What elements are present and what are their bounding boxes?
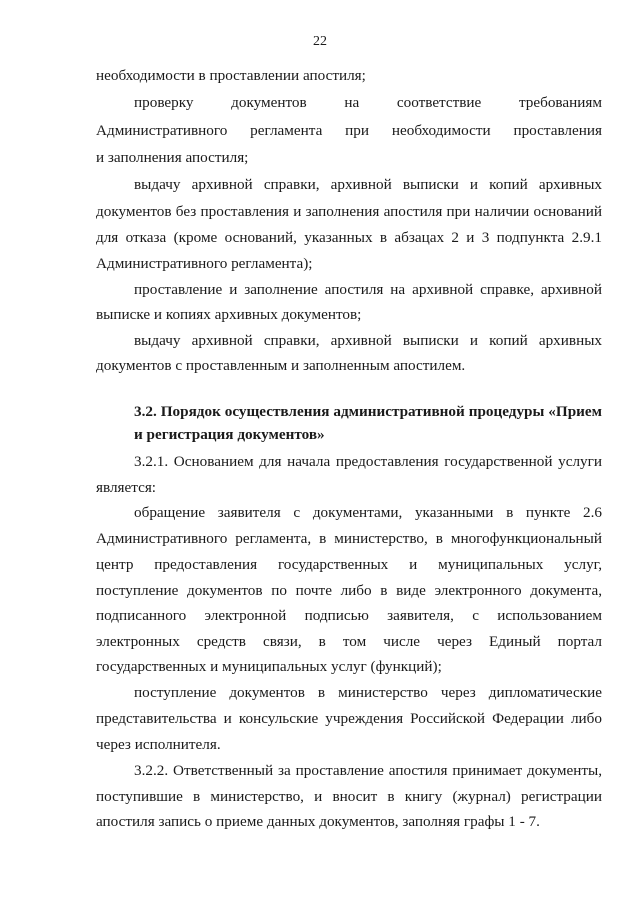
- text-line: выдачу архивной справки, архивной выписки и копий архивных: [134, 332, 602, 349]
- text-line: обращение заявителя с документами, указанными в пункте 2.6: [134, 504, 602, 521]
- text-line: представительства и консульские учреждения Российской Федерации либо: [96, 710, 602, 727]
- text-line: является:: [96, 479, 157, 496]
- text-line: проверку документов на соответствие требованиям: [134, 94, 602, 111]
- text-line: центр предоставления государственных и муниципальных услуг,: [96, 556, 602, 573]
- section-heading: 3.2. Порядок осуществления административной процедуры «Прием: [134, 403, 602, 420]
- text-line: документов с проставленным и заполненным апостилем.: [96, 357, 466, 374]
- text-line: поступление документов по почте либо в виде электронного документа,: [96, 582, 602, 599]
- text-line: поступившие в министерство, и вносит в книгу (журнал) регистрации: [96, 788, 602, 805]
- text-line: подписанного электронной подписью заявителя, с использованием: [96, 607, 602, 624]
- text-line: проставление и заполнение апостиля на архивной справке, архивной: [134, 281, 602, 298]
- text-line: Административного регламента);: [96, 255, 313, 272]
- text-line: 3.2.1. Основанием для начала предоставления государственной услуги: [134, 453, 602, 470]
- section-heading: и регистрация документов»: [134, 426, 325, 443]
- text-line: для отказа (кроме оснований, указанных в абзацах 2 и 3 подпункта 2.9.1: [96, 229, 602, 246]
- text-line: Административного регламента при необходимости проставления: [96, 122, 602, 139]
- text-line: выдачу архивной справки, архивной выписки и копий архивных: [134, 176, 602, 193]
- text-line: необходимости в проставлении апостиля;: [96, 67, 366, 84]
- text-line: и заполнения апостиля;: [96, 149, 249, 166]
- text-line: Административного регламента, в министерство, в многофункциональный: [96, 530, 602, 547]
- text-line: государственных и муниципальных услуг (функций);: [96, 658, 442, 675]
- text-line: документов без проставления и заполнения апостиля при наличии оснований: [96, 203, 602, 220]
- text-line: выписке и копиях архивных документов;: [96, 306, 362, 323]
- text-line: 3.2.2. Ответственный за проставление апостиля принимает документы,: [134, 762, 602, 779]
- text-line: через исполнителя.: [96, 736, 221, 753]
- text-line: поступление документов в министерство через дипломатические: [134, 684, 602, 701]
- page-number: 22: [313, 34, 327, 49]
- text-line: апостиля запись о приеме данных документов, заполняя графы 1 - 7.: [96, 813, 540, 830]
- text-line: электронных средств связи, в том числе через Единый портал: [96, 633, 602, 650]
